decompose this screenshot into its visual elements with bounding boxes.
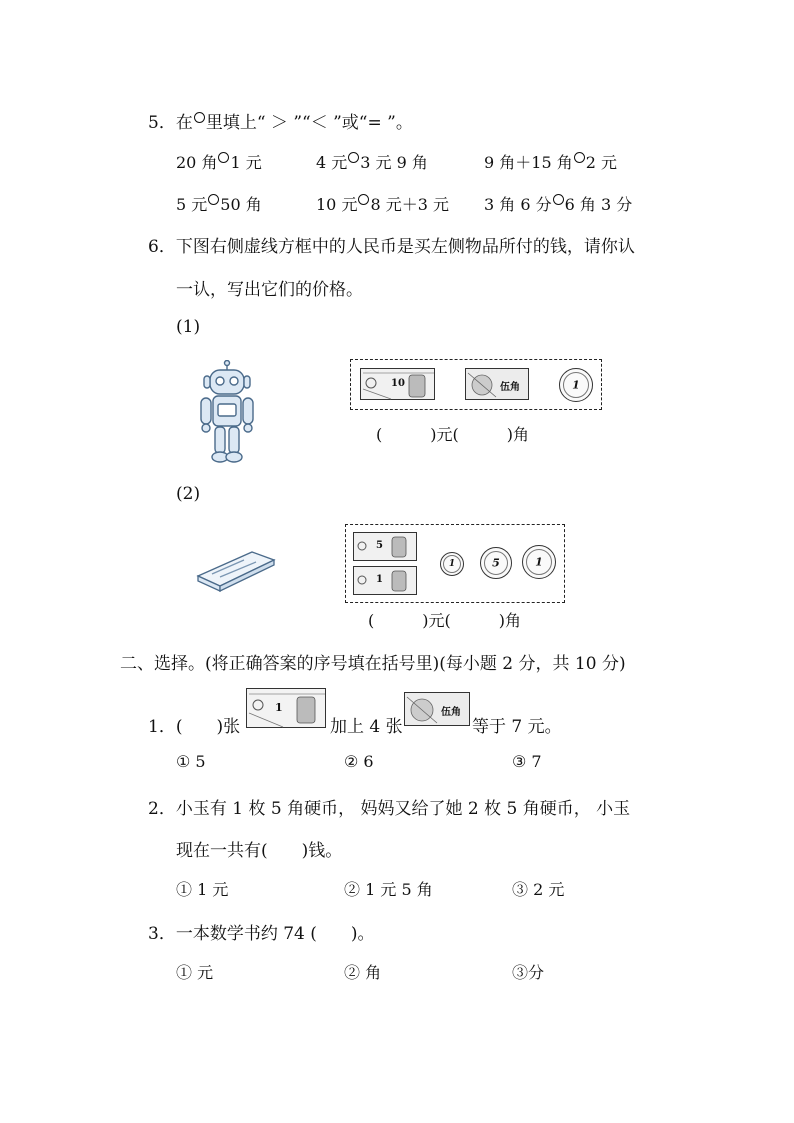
option[interactable]: ② 6 [344,752,374,771]
q5-item: 3 角 6 分 6 角 3 分 [484,195,633,214]
banknote-pattern-icon [354,567,418,596]
q6-line1: 6．下图右侧虚线方框中的人民币是买左侧物品所付的钱，请你认 [148,237,635,257]
option[interactable]: ③分 [512,963,545,982]
banknote-1-yuan: 1 [246,688,326,728]
banknote-10-yuan: 10 [360,368,435,400]
q5-item: 9 角＋15 角 2 元 [484,153,617,172]
coin-1-jiao: 1 [559,368,593,402]
circle-blank-icon[interactable] [574,152,585,163]
banknote-pattern-icon [354,533,418,562]
q5-item: 5 元 50 角 [176,195,262,214]
banknote-5-yuan: 5 [353,532,417,561]
option[interactable]: ③ 2 元 [512,880,565,899]
pencil-case-icon [194,546,278,592]
option[interactable]: ① 1 元 [176,880,229,899]
s2-q2-line2: 现在一共有( )钱。 [176,841,343,861]
money-box-2 [345,524,565,603]
circle-blank-icon[interactable] [348,152,359,163]
circle-blank-icon[interactable] [358,194,369,205]
coin-1-jiao: 1 [440,552,464,576]
q5-title: 5．在 里填上“ ＞ ”“＜ ”或“= ”。 [148,113,413,133]
banknote-5-jiao: 伍角 [465,368,529,400]
s2-q1-pre: 1．( )张 [148,717,241,737]
q5-item: 20 角 1 元 [176,153,262,172]
section2-title: 二、选择。(将正确答案的序号填在括号里)(每小题 2 分，共 10 分) [120,654,626,674]
option[interactable]: ① 元 [176,963,214,982]
banknote-pattern-icon [247,689,327,729]
banknote-1-yuan: 1 [353,566,417,595]
coin-1-yuan: 1 [522,545,556,579]
q6-part2-label: (2) [176,484,201,504]
q5-item: 4 元 3 元 9 角 [316,153,428,172]
banknote-pattern-icon [466,369,530,401]
option[interactable]: ① 5 [176,752,206,771]
circle-blank-icon[interactable] [553,194,564,205]
answer-blanks-1[interactable]: ( )元( )角 [376,425,529,444]
q6-part1-label: (1) [176,317,201,337]
s2-q1-post: 等于 7 元。 [472,717,562,737]
circle-blank-icon [194,112,205,123]
s2-q2-line1: 2．小玉有 1 枚 5 角硬币， 妈妈又给了她 2 枚 5 角硬币， 小玉 [148,799,631,819]
option[interactable]: ② 角 [344,963,382,982]
option[interactable]: ③ 7 [512,752,542,771]
s2-q1-mid: 加上 4 张 [330,717,403,737]
q6-line2: 一认，写出它们的价格。 [176,280,363,300]
coin-5-jiao: 5 [480,547,512,579]
answer-blanks-2[interactable]: ( )元( )角 [368,611,521,630]
s2-q3-line: 3．一本数学书约 74 ( )。 [148,924,375,944]
robot-icon [196,360,258,464]
circle-blank-icon[interactable] [208,194,219,205]
q5-item: 10 元 8 元＋3 元 [316,195,449,214]
banknote-5-jiao: 伍角 [404,692,470,726]
money-box-1 [350,359,602,410]
circle-blank-icon[interactable] [218,152,229,163]
banknote-pattern-icon [405,693,471,727]
option[interactable]: ② 1 元 5 角 [344,880,433,899]
